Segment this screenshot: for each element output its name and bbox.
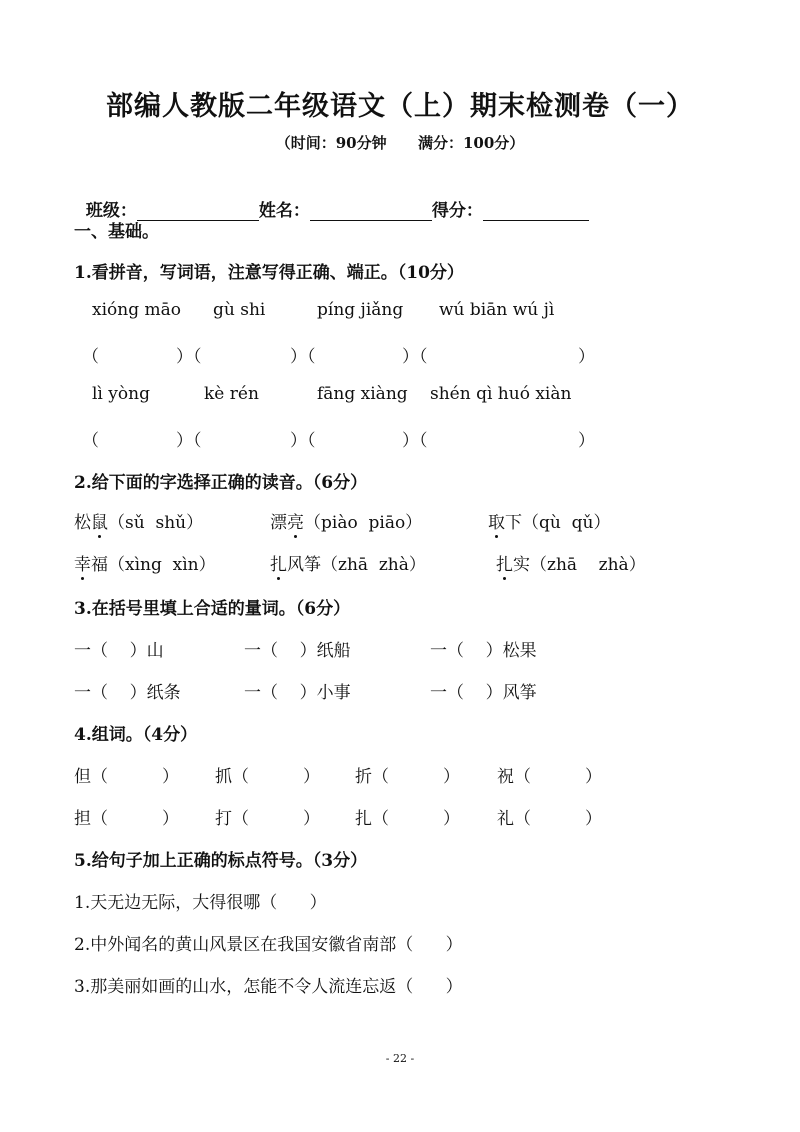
answer-bracket[interactable]: ）（ — [176, 431, 202, 451]
class-label: 班级： — [85, 201, 137, 221]
punctuation-item[interactable]: 2.中外闻名的黄山风景区在我国安徽省南部（ ） — [74, 935, 463, 955]
word-building-item[interactable]: 抓（ ） — [215, 767, 321, 787]
question-4-title: 4.组词。（4分） — [74, 725, 198, 745]
reading-choice-item[interactable]: 幸福（xìng xìn） — [74, 550, 216, 575]
word-building-item[interactable]: 担（ ） — [74, 809, 180, 829]
pinyin-item: lì yòng — [92, 384, 150, 404]
student-info-row — [74, 176, 589, 221]
reading-choice-item[interactable]: 取下（qù qǔ） — [488, 508, 610, 533]
answer-bracket[interactable]: （ — [82, 347, 99, 367]
page-number: - 22 - — [385, 1052, 415, 1065]
measure-word-item[interactable]: 一（ ）纸船 — [244, 641, 351, 661]
answer-bracket[interactable]: ）（ — [176, 347, 202, 367]
pinyin-item: píng jiǎng — [317, 300, 404, 320]
answer-bracket[interactable]: ）（ — [290, 347, 316, 367]
question-1-title: 1.看拼音，写词语，注意写得正确、端正。（10分） — [74, 263, 464, 283]
score-blank[interactable] — [483, 202, 589, 221]
pinyin-item: kè rén — [204, 384, 259, 404]
measure-word-item[interactable]: 一（ ）松果 — [430, 641, 537, 661]
measure-word-item[interactable]: 一（ ）风筝 — [430, 683, 537, 703]
score-label: 得分： — [431, 201, 483, 221]
measure-word-item[interactable]: 一（ ）小事 — [244, 683, 351, 703]
pinyin-item: wú biān wú jì — [439, 300, 555, 320]
reading-choice-item[interactable]: 漂亮（piào piāo） — [270, 508, 422, 533]
punctuation-item[interactable]: 3.那美丽如画的山水，怎能不令人流连忘返（ ） — [74, 977, 463, 997]
answer-bracket[interactable]: ）（ — [290, 431, 316, 451]
word-building-item[interactable]: 打（ ） — [215, 809, 321, 829]
exam-info: （时间：90分钟 满分：100分） — [275, 134, 525, 152]
measure-word-item[interactable]: 一（ ）纸条 — [74, 683, 181, 703]
pinyin-item: fāng xiàng — [317, 384, 408, 404]
word-building-item[interactable]: 扎（ ） — [355, 809, 461, 829]
answer-bracket[interactable]: ）（ — [402, 347, 428, 367]
answer-bracket[interactable]: （ — [82, 431, 99, 451]
question-2-title: 2.给下面的字选择正确的读音。（6分） — [74, 473, 368, 493]
pinyin-item: shén qì huó xiàn — [430, 384, 572, 404]
question-5-title: 5.给句子加上正确的标点符号。（3分） — [74, 851, 368, 871]
name-blank[interactable] — [310, 202, 432, 221]
pinyin-item: gù shi — [213, 300, 266, 320]
measure-word-item[interactable]: 一（ ）山 — [74, 641, 164, 661]
word-building-item[interactable]: 折（ ） — [355, 767, 461, 787]
reading-choice-item[interactable]: 扎风筝（zhā zhà） — [270, 550, 426, 575]
word-building-item[interactable]: 礼（ ） — [497, 809, 603, 829]
reading-choice-item[interactable]: 扎实（zhā zhà） — [496, 550, 646, 575]
word-building-item[interactable]: 但（ ） — [74, 767, 180, 787]
answer-bracket[interactable]: ） — [578, 431, 595, 451]
page-title: 部编人教版二年级语文（上）期末检测卷（一） — [106, 91, 694, 122]
punctuation-item[interactable]: 1.天无边无际，大得很哪（ ） — [74, 893, 327, 913]
word-building-item[interactable]: 祝（ ） — [497, 767, 603, 787]
name-label: 姓名： — [258, 201, 310, 221]
reading-choice-item[interactable]: 松鼠（sǔ shǔ） — [74, 508, 203, 533]
question-3-title: 3.在括号里填上合适的量词。（6分） — [74, 599, 351, 619]
pinyin-item: xióng māo — [92, 300, 181, 320]
answer-bracket[interactable]: ）（ — [402, 431, 428, 451]
answer-bracket[interactable]: ） — [578, 347, 595, 367]
section-heading: 一、基础。 — [74, 222, 159, 242]
